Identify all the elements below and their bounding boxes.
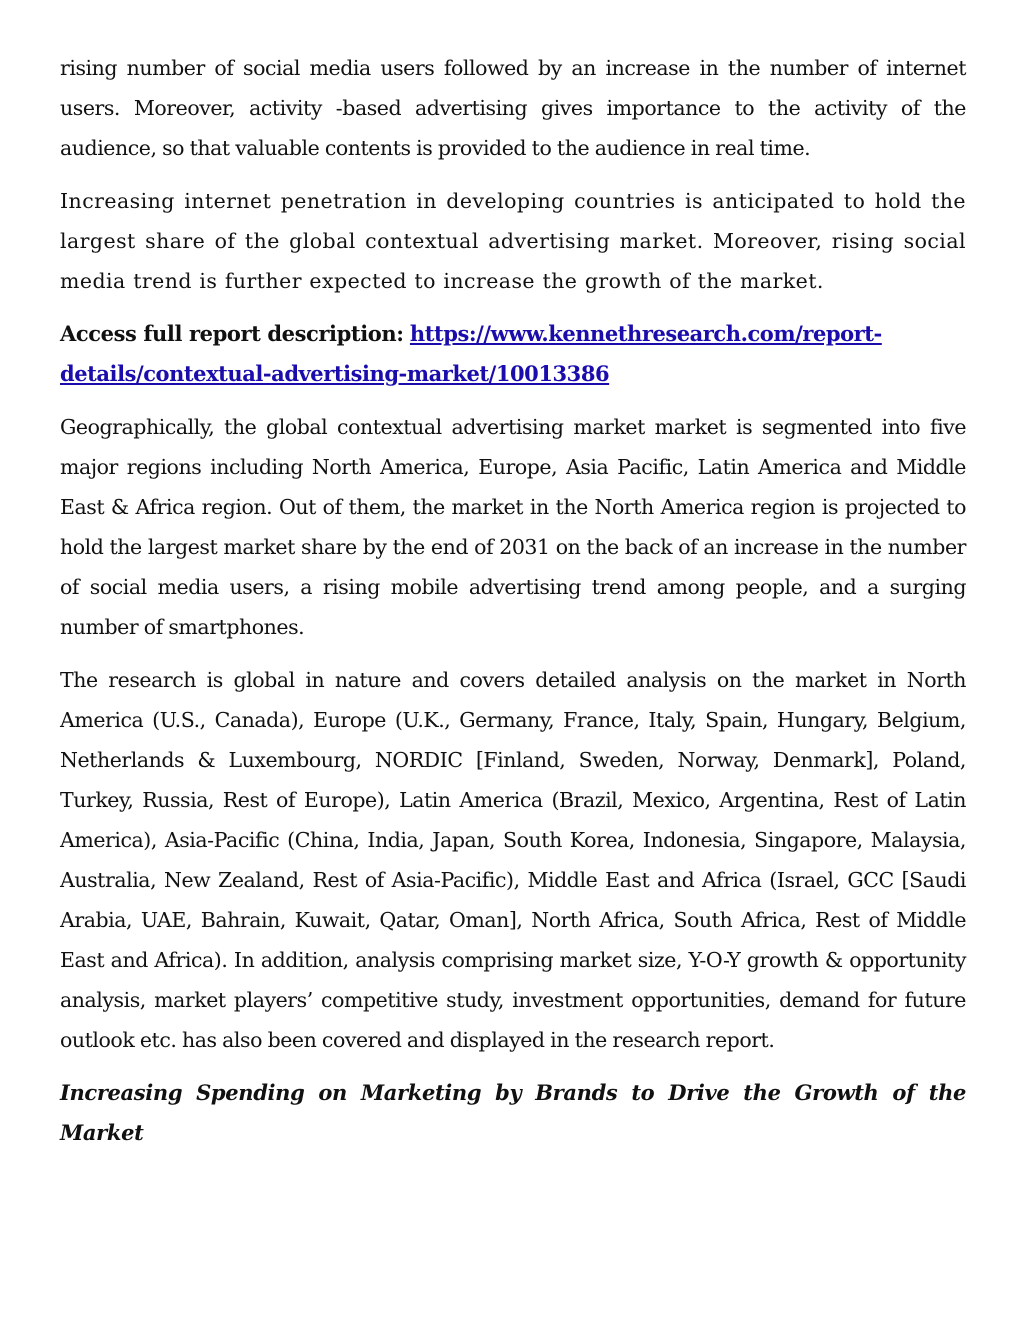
paragraph-internet-penetration: Increasing internet penetration in developing countries is anticipated to hold the largest share of the global contextual advertising market. Moreover, rising social media trend is further expected to increase the growth of the market. (60, 189, 966, 293)
document-page (60, 48, 966, 1153)
report-link[interactable]: https://www.kennethresearch.com/report-details/contextual-advertising-market/10013386 (60, 321, 882, 386)
access-report-label: Access full report description: (60, 321, 404, 346)
paragraph-research-coverage: The research is global in nature and covers detailed analysis on the market in North America (U.S., Canada), Europe (U.K., Germany, France, Italy, Spain, Hungary, Belgium, Netherlands & Luxembourg, NORDIC [Finland, Sweden, Norway, Denmark], Poland, Turkey, Russia, Rest of Europe), Latin America (Brazil, Mexico, Argentina, Rest of Latin America), Asia-Pacific (China, India, Japan, South Korea, Indonesia, Singapore, Malaysia, Australia, New Zealand, Rest of Asia-Pacific), Middle East and Africa (Israel, GCC [Saudi Arabia, UAE, Bahrain, Kuwait, Qatar, Oman], North Africa, South Africa, Rest of Middle East and Africa). In addition, analysis comprising market size, Y-O-Y growth & opportunity analysis, market players’ competitive study, investment opportunities, demand for future outlook etc. has also been covered and displayed in the research report. (60, 668, 966, 1052)
access-report-line (60, 314, 966, 394)
paragraph-social-media: rising number of social media users followed by an increase in the number of internet users. Moreover, activity -based advertising gives importance to the activity of the audience, so that valuable contents is provided to the audience in real time. (60, 56, 966, 160)
paragraph-geography: Geographically, the global contextual advertising market market is segmented into five major regions including North America, Europe, Asia Pacific, Latin America and Middle East & Africa region. Out of them, the market in the North America region is projected to hold the largest market share by the end of 2031 on the back of an increase in the number of social media users, a rising mobile advertising trend among people, and a surging number of smartphones. (60, 415, 966, 639)
section-heading: Increasing Spending on Marketing by Brands to Drive the Growth of the Market (60, 1080, 966, 1145)
